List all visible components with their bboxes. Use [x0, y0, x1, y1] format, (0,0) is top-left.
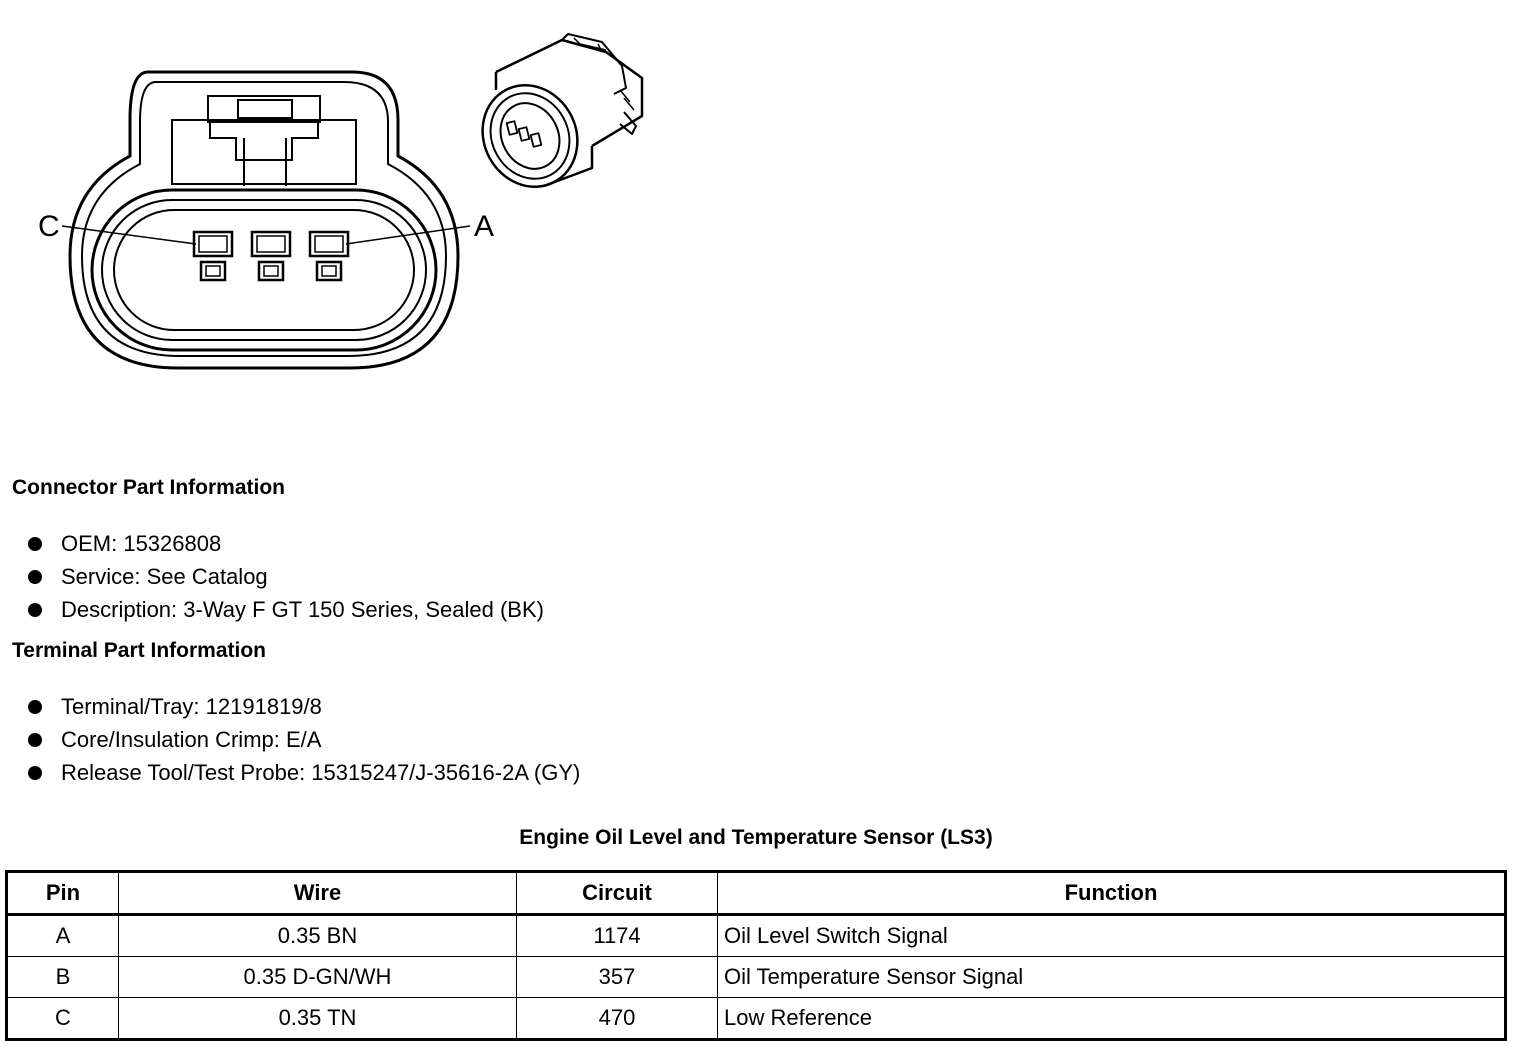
- latch-top: [238, 100, 292, 118]
- cell-wire: 0.35 TN: [119, 998, 517, 1040]
- column-header-function: Function: [718, 872, 1506, 915]
- list-item: [28, 593, 544, 626]
- iso-face-outer: [474, 68, 595, 195]
- latch-body: [244, 138, 286, 186]
- bullet-icon: [28, 537, 42, 551]
- list-item-text: Release Tool/Test Probe: 15315247/J-35616-2A (GY): [61, 760, 581, 785]
- cell-pin: C: [7, 998, 119, 1040]
- list-item: [28, 690, 580, 723]
- cell-pin: A: [7, 915, 119, 957]
- pin-label-c: C: [38, 210, 60, 243]
- list-item: [28, 756, 580, 789]
- table-header-row: [7, 872, 1506, 915]
- list-item: [28, 527, 544, 560]
- column-header-circuit: Circuit: [517, 872, 718, 915]
- column-header-wire: Wire: [119, 872, 517, 915]
- cell-circuit: 1174: [517, 915, 718, 957]
- cell-function: Oil Temperature Sensor Signal: [718, 957, 1506, 998]
- list-item-text: Terminal/Tray: 12191819/8: [61, 694, 322, 719]
- pin-label-a: A: [474, 210, 495, 243]
- terminal-cavity-c: [194, 232, 232, 280]
- terminal-cavity-b: [252, 232, 290, 280]
- list-item-text: OEM: 15326808: [61, 531, 222, 556]
- pinout-table: [5, 870, 1507, 1041]
- bullet-icon: [28, 603, 42, 617]
- table-row: [7, 998, 1506, 1040]
- iso-side-ribs: [620, 90, 634, 110]
- bullet-icon: [28, 700, 42, 714]
- table-row: [7, 915, 1506, 957]
- housing-outline-inner: [82, 82, 446, 356]
- table-row: [7, 957, 1506, 998]
- terminal-info-heading: Terminal Part Information: [12, 639, 266, 662]
- cell-function: Oil Level Switch Signal: [718, 915, 1506, 957]
- list-item-text: Core/Insulation Crimp: E/A: [61, 727, 322, 752]
- terminal-cavity-a: [310, 232, 348, 280]
- latch-arms: [210, 122, 318, 160]
- connector-isometric-diagram: [474, 30, 674, 195]
- connector-face-diagram: [30, 60, 500, 380]
- cell-pin: B: [7, 957, 119, 998]
- cell-wire: 0.35 D-GN/WH: [119, 957, 517, 998]
- cell-circuit: 357: [517, 957, 718, 998]
- list-item-text: Service: See Catalog: [61, 564, 268, 589]
- latch-frame: [172, 120, 356, 184]
- column-header-pin: Pin: [7, 872, 119, 915]
- cell-circuit: 470: [517, 998, 718, 1040]
- cell-wire: 0.35 BN: [119, 915, 517, 957]
- connector-info-list: [28, 527, 544, 626]
- cell-function: Low Reference: [718, 998, 1506, 1040]
- list-item-text: Description: 3-Way F GT 150 Series, Sealed (BK): [61, 597, 544, 622]
- table-title: Engine Oil Level and Temperature Sensor (LS3): [519, 826, 993, 849]
- list-item: [28, 560, 544, 593]
- list-item: [28, 723, 580, 756]
- bullet-icon: [28, 570, 42, 584]
- terminal-info-list: [28, 690, 580, 789]
- bullet-icon: [28, 733, 42, 747]
- iso-terminal-cavities: [507, 121, 542, 147]
- bullet-icon: [28, 766, 42, 780]
- connector-info-heading: Connector Part Information: [12, 476, 286, 499]
